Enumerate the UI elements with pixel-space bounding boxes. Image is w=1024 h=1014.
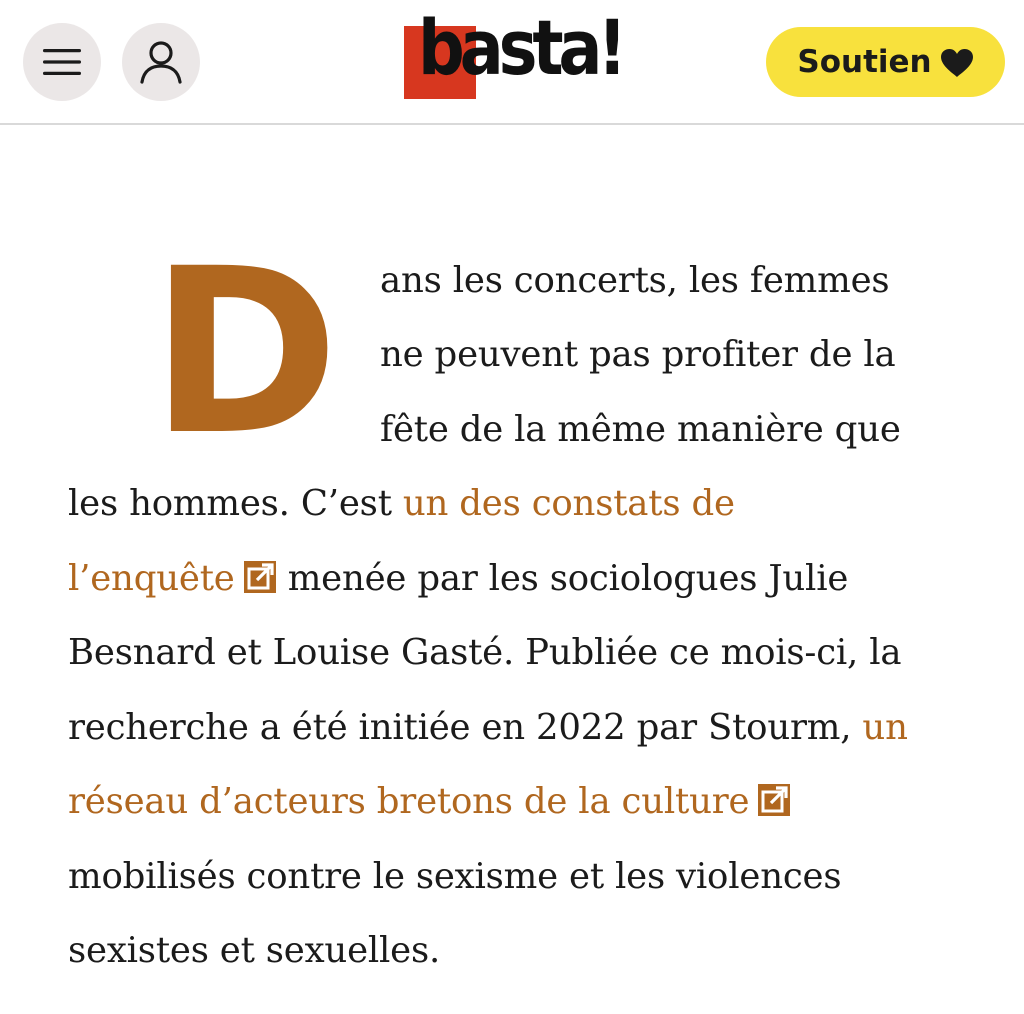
paragraph-line: mobilisés contre le sexisme et les violences: [68, 856, 842, 897]
paragraph-text: menée par les sociologues Julie: [287, 558, 849, 599]
heart-icon: [940, 48, 974, 78]
external-link-icon[interactable]: [757, 783, 791, 817]
enquete-link[interactable]: l’enquête: [68, 558, 235, 599]
paragraph-line: ans les concerts, les femmes: [380, 260, 890, 301]
hamburger-menu-icon: [42, 47, 82, 77]
paragraph-line: Besnard et Louise Gasté. Publiée ce mois-ci, la: [68, 632, 902, 673]
enquete-link[interactable]: un des constats de: [402, 483, 735, 524]
menu-button[interactable]: [23, 23, 101, 101]
site-logo[interactable]: [404, 3, 628, 100]
site-header: [0, 0, 1024, 125]
paragraph-text: recherche a été initiée en 2022 par Stourm,: [68, 707, 863, 748]
paragraph-line: [68, 556, 848, 602]
support-label: Soutien: [797, 44, 932, 80]
paragraph-line: sexistes et sexuelles.: [68, 930, 441, 971]
user-icon: [139, 40, 183, 84]
paragraph-line: [68, 705, 908, 751]
drop-cap: D: [150, 219, 340, 485]
paragraph-line: [68, 779, 791, 825]
external-link-icon[interactable]: [243, 560, 277, 594]
support-button[interactable]: [766, 27, 1005, 97]
logo-text: basta!: [418, 3, 622, 92]
paragraph-text: les hommes. C’est: [68, 483, 403, 524]
paragraph-line: fête de la même manière que: [380, 409, 901, 450]
paragraph-line: ne peuvent pas profiter de la: [380, 334, 896, 375]
account-button[interactable]: [122, 23, 200, 101]
stourm-link[interactable]: réseau d’acteurs bretons de la culture: [68, 781, 750, 822]
stourm-link[interactable]: un: [862, 707, 908, 748]
paragraph-line: [68, 481, 735, 527]
